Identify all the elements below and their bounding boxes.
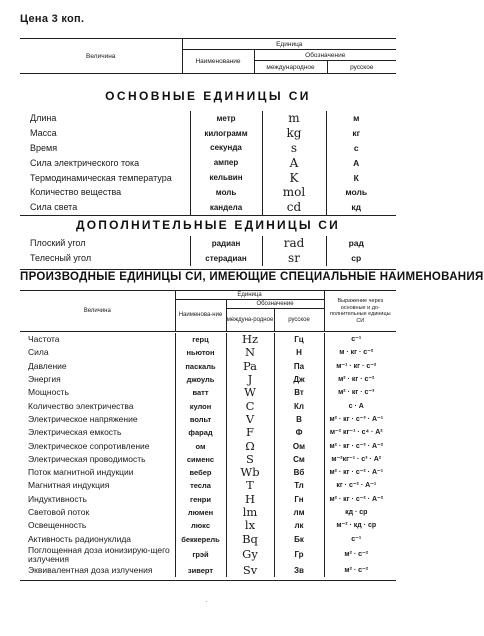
quantity-cell: Индуктивность <box>28 493 87 504</box>
quantity-cell: Сила <box>28 347 49 358</box>
quantity-cell: Электрическое напряжение <box>28 413 138 424</box>
expression-cell: м² · кг · с⁻³ · А⁻² <box>324 439 388 452</box>
header-table-2 <box>20 290 396 332</box>
unit-name-cell: беккерель <box>175 532 226 545</box>
quantity-cell: Давление <box>28 360 67 371</box>
table-row <box>28 519 388 532</box>
header2-quantity: Величина <box>20 291 175 332</box>
divider <box>20 215 396 216</box>
quantity-cell: Эквивалентная доза излучения <box>28 564 153 575</box>
header-rus: русское <box>327 61 396 74</box>
quantity-cell: Активность радионуклида <box>28 533 132 544</box>
rus-symbol-cell: Зв <box>274 564 324 577</box>
rus-symbol-cell: кд <box>326 200 386 215</box>
intl-symbol-cell: kg <box>262 126 326 141</box>
table-row <box>28 532 388 545</box>
unit-name-cell: секунда <box>190 141 262 156</box>
quantity-cell: Время <box>30 142 58 153</box>
table-row <box>28 373 388 386</box>
intl-symbol-cell: sr <box>262 251 326 266</box>
intl-symbol-cell: lx <box>226 519 274 532</box>
table-row <box>28 546 388 564</box>
intl-symbol-cell: s <box>262 141 326 156</box>
rus-symbol-cell: К <box>326 170 386 185</box>
rus-symbol-cell: Н <box>274 346 324 359</box>
table-row <box>28 453 388 466</box>
intl-symbol-cell: H <box>226 493 274 506</box>
expression-cell: м² · кг · с⁻³ <box>324 386 388 399</box>
intl-symbol-cell: m <box>262 111 326 126</box>
unit-name-cell: тесла <box>175 479 226 492</box>
intl-symbol-cell: rad <box>262 236 326 251</box>
header-notation: Обозначение <box>254 50 396 61</box>
rus-symbol-cell: Дж <box>274 373 324 386</box>
intl-symbol-cell: cd <box>262 200 326 215</box>
table-row <box>30 141 386 156</box>
table-row <box>28 413 388 426</box>
intl-symbol-cell: A <box>262 155 326 170</box>
expression-cell: м² · кг · с⁻³ · А⁻¹ <box>324 413 388 426</box>
unit-name-cell: сименс <box>175 453 226 466</box>
rus-symbol-cell: с <box>326 141 386 156</box>
intl-symbol-cell: Hz <box>226 333 274 346</box>
expression-cell: м² · кг · с⁻² · А⁻¹ <box>324 466 388 479</box>
unit-name-cell: паскаль <box>175 360 226 373</box>
unit-name-cell: кельвин <box>190 170 262 185</box>
expression-cell: кд · ср <box>324 506 388 519</box>
table-row <box>28 439 388 452</box>
divider <box>20 269 396 270</box>
quantity-cell: Плоский угол <box>30 238 86 249</box>
intl-symbol-cell: N <box>226 346 274 359</box>
intl-symbol-cell: Wb <box>226 466 274 479</box>
table-row <box>28 426 388 439</box>
header2-intl: междуна-родное <box>226 309 274 332</box>
expression-cell: м² · с⁻² <box>324 546 388 564</box>
quantity-cell: Количество вещества <box>30 187 122 198</box>
quantity-cell: Энергия <box>28 374 61 385</box>
table-row <box>30 185 386 200</box>
rus-symbol-cell: моль <box>326 185 386 200</box>
quantity-cell: Масса <box>30 128 57 139</box>
header2-name: Наименова-ние <box>175 300 226 332</box>
rus-symbol-cell: См <box>274 453 324 466</box>
quantity-cell: Сила света <box>30 202 78 213</box>
unit-name-cell: люкс <box>175 519 226 532</box>
expression-cell: м⁻²кг⁻¹ · с³ · А² <box>324 453 388 466</box>
header-quantity: Величина <box>20 39 182 74</box>
intl-symbol-cell: F <box>226 426 274 439</box>
quantity-cell: Сила электрического тока <box>30 157 140 168</box>
quantity-cell: Поглощенная доза ионизирую-щего излучения <box>28 544 170 564</box>
intl-symbol-cell: S <box>226 453 274 466</box>
table-row <box>30 170 386 185</box>
expression-cell: м · кг · с⁻² <box>324 346 388 359</box>
table-row <box>30 236 386 251</box>
quantity-cell: Электрическое сопротивление <box>28 440 150 451</box>
quantity-cell: Телесный угол <box>30 253 92 264</box>
quantity-cell: Магнитная индукция <box>28 480 110 491</box>
rus-symbol-cell: Вт <box>274 386 324 399</box>
base-units-table <box>30 111 386 215</box>
unit-name-cell: герц <box>175 333 226 346</box>
quantity-cell: Частота <box>28 334 60 345</box>
expression-cell: м² · кг · с⁻² <box>324 373 388 386</box>
table-row <box>28 346 388 359</box>
intl-symbol-cell: K <box>262 170 326 185</box>
unit-name-cell: ватт <box>175 386 226 399</box>
intl-symbol-cell: T <box>226 479 274 492</box>
table-row <box>28 386 388 399</box>
unit-name-cell: ампер <box>190 155 262 170</box>
rus-symbol-cell: А <box>326 155 386 170</box>
rus-symbol-cell: Вб <box>274 466 324 479</box>
unit-name-cell: радиан <box>190 236 262 251</box>
unit-name-cell: ньютон <box>175 346 226 359</box>
intl-symbol-cell: Ω <box>226 439 274 452</box>
unit-name-cell: генри <box>175 493 226 506</box>
table-row <box>28 466 388 479</box>
table-row <box>30 126 386 141</box>
unit-name-cell: фарад <box>175 426 226 439</box>
expression-cell: м⁻¹ · кг · с⁻² <box>324 360 388 373</box>
rus-symbol-cell: Гр <box>274 546 324 564</box>
rus-symbol-cell: Бк <box>274 532 324 545</box>
rus-symbol-cell: ср <box>326 251 386 266</box>
rus-symbol-cell: Ф <box>274 426 324 439</box>
rus-symbol-cell: В <box>274 413 324 426</box>
table-row <box>28 506 388 519</box>
unit-name-cell: ом <box>175 439 226 452</box>
quantity-cell: Световой поток <box>28 507 90 517</box>
expression-cell: м² · с⁻² <box>324 564 388 577</box>
supp-units-table <box>30 236 386 266</box>
header2-unit: Единица <box>175 291 324 300</box>
unit-name-cell: кулон <box>175 399 226 412</box>
header-table-1 <box>20 38 396 74</box>
unit-name-cell: зиверт <box>175 564 226 577</box>
unit-name-cell: грэй <box>175 546 226 564</box>
table-row <box>28 479 388 492</box>
quantity-cell: Длина <box>30 113 57 124</box>
header2-expr: Выражение через основные и до-полнительные единицы СИ <box>324 291 396 332</box>
page-mark: . <box>206 598 208 604</box>
header-intl: международное <box>254 61 327 74</box>
header-unit: Единица <box>182 39 396 50</box>
table-row <box>30 155 386 170</box>
intl-symbol-cell: J <box>226 373 274 386</box>
intl-symbol-cell: Sv <box>226 564 274 577</box>
unit-name-cell: моль <box>190 185 262 200</box>
intl-symbol-cell: C <box>226 399 274 412</box>
rus-symbol-cell: Тл <box>274 479 324 492</box>
unit-name-cell: килограмм <box>190 126 262 141</box>
expression-cell: м² · кг · с⁻² · А⁻² <box>324 493 388 506</box>
section-base-units-title: ОСНОВНЫЕ ЕДИНИЦЫ СИ <box>105 89 311 103</box>
intl-symbol-cell: Pa <box>226 360 274 373</box>
quantity-cell: Количество электричества <box>28 400 134 411</box>
quantity-cell: Мощность <box>28 387 69 398</box>
section-derived-units-title: ПРОИЗВОДНЫЕ ЕДИНИЦЫ СИ, ИМЕЮЩИЕ СПЕЦИАЛЬНЫЕ НАИМЕНОВАНИЯ <box>20 271 484 283</box>
table-row <box>28 333 388 346</box>
expression-cell: с · А <box>324 399 388 412</box>
intl-symbol-cell: Bq <box>226 532 274 545</box>
price-label: Цена 3 коп. <box>20 13 85 25</box>
section-supp-units-title: ДОПОЛНИТЕЛЬНЫЕ ЕДИНИЦЫ СИ <box>76 218 340 232</box>
table-row <box>30 200 386 215</box>
rus-symbol-cell: м <box>326 111 386 126</box>
table-row <box>30 251 386 266</box>
rus-symbol-cell: лм <box>274 506 324 519</box>
expression-cell: кг · с⁻² · А⁻¹ <box>324 479 388 492</box>
rus-symbol-cell: Ом <box>274 439 324 452</box>
table-row <box>28 399 388 412</box>
intl-symbol-cell: Gy <box>226 546 274 564</box>
expression-cell: м⁻² кг⁻¹ · с⁴ · А² <box>324 426 388 439</box>
unit-name-cell: стерадиан <box>190 251 262 266</box>
rus-symbol-cell: рад <box>326 236 386 251</box>
rus-symbol-cell: Па <box>274 360 324 373</box>
rus-symbol-cell: Гц <box>274 333 324 346</box>
quantity-cell: Освещенность <box>28 520 87 531</box>
expression-cell: с⁻¹ <box>324 532 388 545</box>
table-row <box>28 493 388 506</box>
unit-name-cell: люмен <box>175 506 226 519</box>
bottom-rule <box>20 580 396 581</box>
table-row <box>30 111 386 126</box>
quantity-cell: Электрическая проводимость <box>28 453 146 464</box>
intl-symbol-cell: V <box>226 413 274 426</box>
unit-name-cell: джоуль <box>175 373 226 386</box>
header2-rus: русское <box>274 309 324 332</box>
table-row <box>28 564 388 577</box>
unit-name-cell: вольт <box>175 413 226 426</box>
unit-name-cell: метр <box>190 111 262 126</box>
table-row <box>28 360 388 373</box>
expression-cell: м⁻² · кд · ср <box>324 519 388 532</box>
unit-name-cell: вебер <box>175 466 226 479</box>
expression-cell: с⁻¹ <box>324 333 388 346</box>
quantity-cell: Поток магнитной индукции <box>28 467 134 478</box>
intl-symbol-cell: W <box>226 386 274 399</box>
rus-symbol-cell: лк <box>274 519 324 532</box>
rus-symbol-cell: Гн <box>274 493 324 506</box>
intl-symbol-cell: lm <box>226 506 274 519</box>
header-name: Наименование <box>182 50 254 74</box>
rus-symbol-cell: кг <box>326 126 386 141</box>
derived-units-table <box>28 333 388 577</box>
header2-notation: Обозначение <box>226 300 324 309</box>
quantity-cell: Электрическая емкость <box>28 427 122 438</box>
intl-symbol-cell: mol <box>262 185 326 200</box>
quantity-cell: Термодинамическая температура <box>30 172 172 183</box>
rus-symbol-cell: Кл <box>274 399 324 412</box>
unit-name-cell: кандела <box>190 200 262 215</box>
